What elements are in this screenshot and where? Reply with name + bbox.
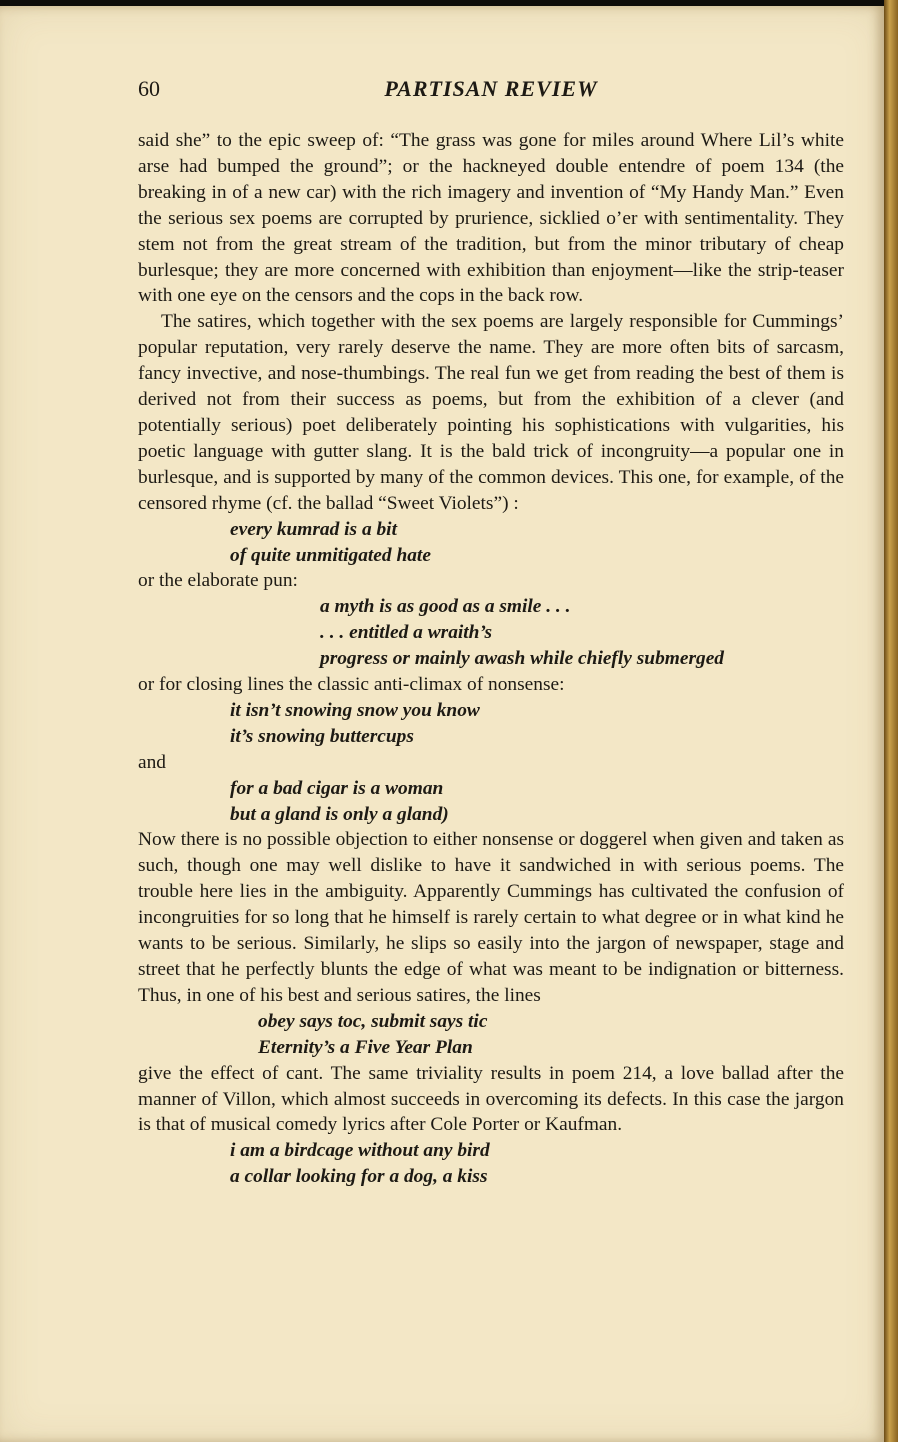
verse-quote [138, 698, 844, 750]
verse-quote [138, 594, 844, 672]
running-title: PARTISAN REVIEW [384, 76, 598, 101]
verse-line: for a bad cigar is a woman [230, 777, 444, 799]
page-header [138, 76, 844, 112]
paragraph: said she” to the epic sweep of: “The grass was gone for miles around Where Lil’s white arse had bumped the ground”; or the hackneyed double entendre of poem 134 (the breaking in of a new car) with the rich imagery and invention of “My Handy Man.” Even the serious sex poems are corrupted by prurience, sicklied o’er with sentimentality. They stem not from the great stream of the tradition, but from the minor tributary of cheap burlesque; they are more concerned with exhibition than enjoyment—like the strip-teaser with one eye on the censors and the cops in the back row. [138, 130, 844, 307]
verse-line: of quite unmitigated hate [230, 544, 431, 566]
paragraph: or for closing lines the classic anti-climax of nonsense: [138, 674, 565, 696]
verse-line: . . . entitled a wraith’s [320, 622, 493, 644]
verse-quote [138, 1009, 844, 1061]
verse-line: but a gland is only a gland) [230, 803, 449, 825]
verse-line: i am a birdcage without any bird [230, 1140, 490, 1162]
verse-line: it isn’t snowing snow you know [230, 699, 480, 721]
paragraph: and [138, 751, 166, 773]
page-edge [884, 0, 898, 1442]
verse-line: a collar looking for a dog, a kiss [230, 1166, 488, 1188]
page-number: 60 [138, 76, 160, 101]
verse-quote [138, 1138, 844, 1190]
paragraph: give the effect of cant. The same triviality results in poem 214, a love ballad after the manner of Villon, which almost succeeds in overcoming its defects. In this case the jargon is that of musical comedy lyrics after Cole Porter or Kaufman. [138, 1062, 844, 1136]
verse-quote [138, 776, 844, 828]
verse-line: it’s snowing buttercups [230, 725, 414, 747]
paragraph: Now there is no possible objection to either nonsense or doggerel when given and taken as such, though one may well dislike to have it sandwiched in with serious poems. The trouble here lies in the ambiguity. Apparently Cummings has cultivated the confusion of incongruities for so long that he himself is rarely certain to what degree or in what kind he wants to be serious. Similarly, he slips so easily into the jargon of newspaper, stage and street that he perfectly blunts the edge of what was meant to be indignation or bitterness. Thus, in one of his best and serious satires, the lines [138, 829, 844, 1006]
verse-line: every kumrad is a bit [230, 518, 397, 540]
verse-line: Eternity’s a Five Year Plan [258, 1036, 473, 1058]
body-text [138, 128, 844, 1190]
paragraph: or the elaborate pun: [138, 570, 298, 592]
paragraph: The satires, which together with the sex poems are largely responsible for Cummings’ popular reputation, very rarely deserve the name. They are more often bits of sarcasm, fancy invective, and nose-thumbings. The real fun we get from reading the best of them is derived not from their success as poems, but from the exhibition of a clever (and potentially serious) poet deliberately pointing his sophistications with vulgarities, his poetic language with gutter slang. It is the bald trick of incongruity—a popular one in burlesque, and is supported by many of the common devices. This one, for example, of the censored rhyme (cf. the ballad “Sweet Violets”) : [138, 311, 844, 514]
book-page [0, 6, 884, 1442]
verse-line: a myth is as good as a smile . . . [320, 596, 571, 618]
verse-line: obey says toc, submit says tic [258, 1010, 488, 1032]
verse-line: progress or mainly awash while chiefly submerged [320, 648, 724, 670]
verse-quote [138, 517, 844, 569]
